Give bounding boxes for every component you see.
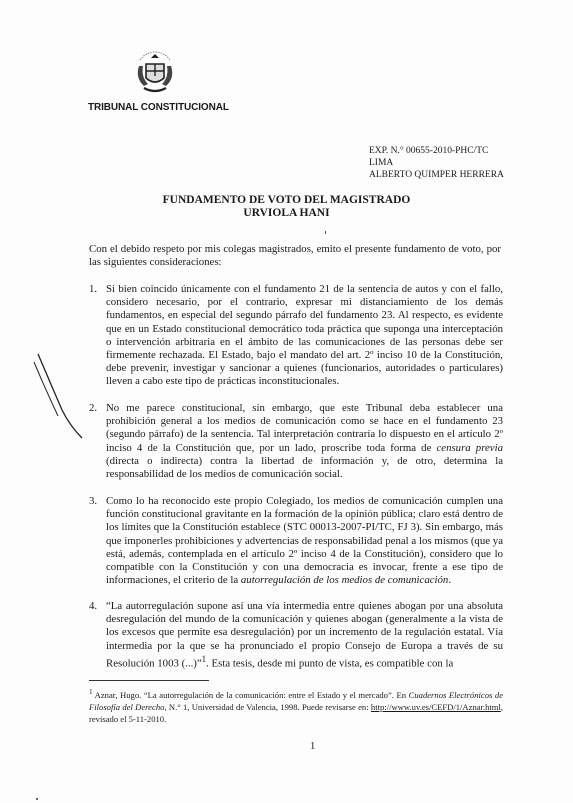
scan-speck xyxy=(36,798,38,800)
list-item xyxy=(89,283,503,387)
handwritten-margin-mark xyxy=(30,352,90,442)
institution-name: TRIBUNAL CONSTITUCIONAL xyxy=(88,102,229,113)
case-city: LIMA xyxy=(369,158,394,168)
item-number: 4. xyxy=(89,600,98,612)
list-item xyxy=(89,495,503,585)
peru-coat-of-arms-seal xyxy=(130,44,180,98)
list-item xyxy=(89,600,503,692)
item-number: 3. xyxy=(89,495,98,507)
item-text: Si bien coincido únicamente con el fundamento 21 de la sentencia de autos y con el fallo, considero necesario, por el contrario, expresar mi distanciamiento de los demás fundamentos, en especial del segundo párrafo del fundamento 23. Al respecto, es evidente que en un Estado constitucional democrático toda práctica que suponga una interceptación o intervención arbitraria en el ámbito de las comunicaciones de las personas debe ser firmemente rechazada. El Estado, bajo el mandato del art. 2º inciso 10 de la Constitución, debe prevenir, investigar y sancionar a quienes (funcionarios, autoridades o particulares) lleven a cabo este tipo de prácticas inconstitucionales. xyxy=(106,283,503,388)
intro-paragraph: Con el debido respeto por mis colegas magistrados, emito el presente fundamento de voto, por las siguientes consideraciones: xyxy=(89,243,501,269)
item-number: 2. xyxy=(89,402,98,414)
numbered-considerations xyxy=(89,283,503,707)
item-number: 1. xyxy=(89,283,98,295)
list-item xyxy=(89,402,503,480)
footnote-divider xyxy=(89,680,209,681)
document-title xyxy=(0,194,573,220)
stray-mark xyxy=(325,231,326,234)
item-text: Como lo ha reconocido este propio Colegiado, los medios de comunicación cumplen una función constitucional gravitante en la formación de la opinión pública; claro está dentro de los límites que la Constitución establece (STC 00013-2007-PI/TC, FJ 3). Sin embargo, más que imponerles prohibiciones y advertencias de responsabilidad penal a los mismos (que ya está, además, contemplada en el artículo 2º inciso 4 de la Constitución), considero que lo compatible con la Constitución y con una democracia es invocar, frente a ese tipo de informaciones, el criterio de la xyxy=(106,495,503,587)
title-line-2: URVIOLA HANI xyxy=(243,207,330,219)
item-emphasis: censura previa xyxy=(436,441,503,454)
title-line-1: FUNDAMENTO DE VOTO DEL MAGISTRADO xyxy=(162,194,411,206)
item-text: “La autorregulación supone así una vía intermedia entre quienes abogan por una absoluta desregulación del mundo de la comunicación y quienes abogan (generalmente a la vista de los excesos que permite esa desregulación) por un incremento de la regulación estatal. Vía intermedia por la que se ha pronunciado el propio Consejo de Europa a través de su Resolución 1003 (...)” xyxy=(106,600,503,670)
footnote-text: Aznar, Hugo. “La autorregulación de la comunicación: entre el Estado y el mercado”. En xyxy=(92,689,409,700)
item-text: . Esta tesis, desde mi punto de vista, es compatible con la xyxy=(206,657,454,670)
item-emphasis: autorregulación de los medios de comunicación xyxy=(240,574,449,587)
footnote-text: , revisado el 5-11-2010. xyxy=(89,701,504,724)
case-reference xyxy=(369,145,504,181)
footnote-marker: 1 xyxy=(89,688,93,696)
case-number: EXP. N.° 00655-2010-PHC/TC xyxy=(369,146,489,156)
footnote xyxy=(89,686,503,725)
case-party: ALBERTO QUIMPER HERRERA xyxy=(369,170,504,180)
item-text: (directa o indirecta) contra la libertad de información y, de otro, determina la responsabilidad de los medios de comunicación social. xyxy=(106,454,503,481)
item-text: No me parece constitucional, sin embargo, que este Tribunal deba establecer una prohibición general a los medios de comunicación como se hace en el fundamento 23 (segundo párrafo) de la sentencia. Tal interpretación contraría lo dispuesto en el artículo 2º inciso 4 de la Constitución que, por un lado, proscribe toda forma de xyxy=(106,402,503,454)
footnote-reference: 1 xyxy=(201,653,207,664)
footnote-text: , N.° 1, Universidad de Valencia, 1998. Puede revisarse en: xyxy=(164,701,371,712)
page-number: 1 xyxy=(310,741,316,752)
item-text: . xyxy=(448,574,452,587)
footnote-journal: Cuadernos Electrónicos de Filosofía del Derecho xyxy=(89,689,504,712)
footnote-link[interactable]: http://www.uv.es/CEFD/1/Aznar.html xyxy=(370,701,501,712)
